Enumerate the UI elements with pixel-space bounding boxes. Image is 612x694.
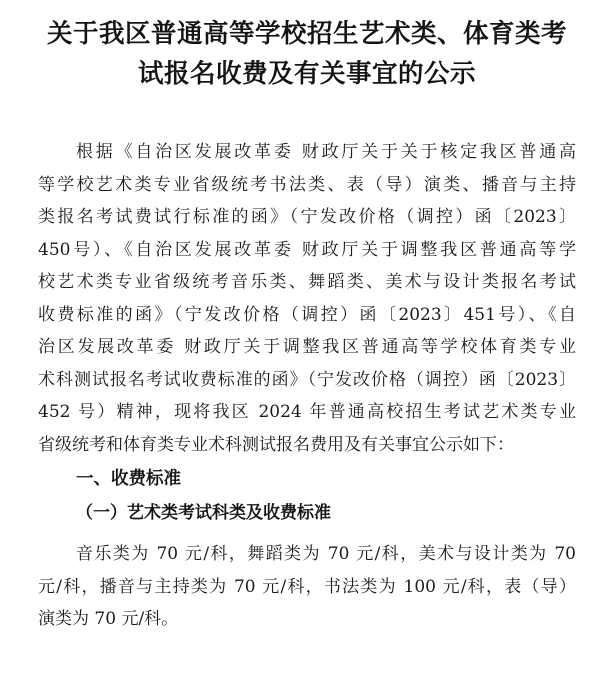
section-heading-fee-standard: 一、收费标准	[76, 469, 181, 489]
title-line: 试报名收费及有关事宜的公示	[137, 59, 476, 89]
intro-line: 收费标准的函》（宁发改价格（调控）函〔2023〕451号）、《自	[38, 304, 576, 325]
document-title	[38, 14, 576, 94]
subsection-heading-art-fees: （一）艺术类考试科类及收费标准	[76, 503, 331, 523]
title-line: 关于我区普通高等学校招生艺术类、体育类考	[46, 19, 567, 49]
intro-line: 450号）、《自治区发展改革委 财政厅关于调整我区普通高等学	[38, 239, 576, 260]
intro-line: 根据《自治区发展改革委 财政厅关于关于核定我区普通高	[76, 142, 576, 162]
fee-paragraph	[38, 538, 576, 636]
fee-line: 元/科，播音与主持类为 70 元/科，书法类为 100 元/科，表（导）	[38, 576, 576, 597]
intro-line: 校艺术类专业省级统考音乐类、舞蹈类、美术与设计类报名考试	[38, 272, 576, 292]
intro-paragraph	[38, 136, 576, 461]
fee-line: 演类为 70 元/科。	[38, 609, 179, 629]
intro-line: 452 号）精神，现将我区 2024 年普通高校招生考试艺术类专业	[38, 402, 576, 422]
fee-line: 音乐类为 70 元/科，舞蹈类为 70 元/科，美术与设计类为 70	[76, 544, 576, 564]
intro-line: 省级统考和体育类专业术科测试报名费用及有关事宜公示如下：	[38, 434, 514, 455]
intro-line: 术科测试报名考试收费标准的函》（宁发改价格（调控）函〔2023〕	[38, 369, 576, 390]
intro-line: 治区发展改革委 财政厅关于调整我区普通高等学校体育类专业	[38, 337, 576, 357]
intro-line: 类报名考试费试行标准的函》（宁发改价格（调控）函〔2023〕	[38, 207, 576, 227]
intro-line: 等学校艺术类专业省级统考书法类、表（导）演类、播音与主持	[38, 174, 576, 195]
